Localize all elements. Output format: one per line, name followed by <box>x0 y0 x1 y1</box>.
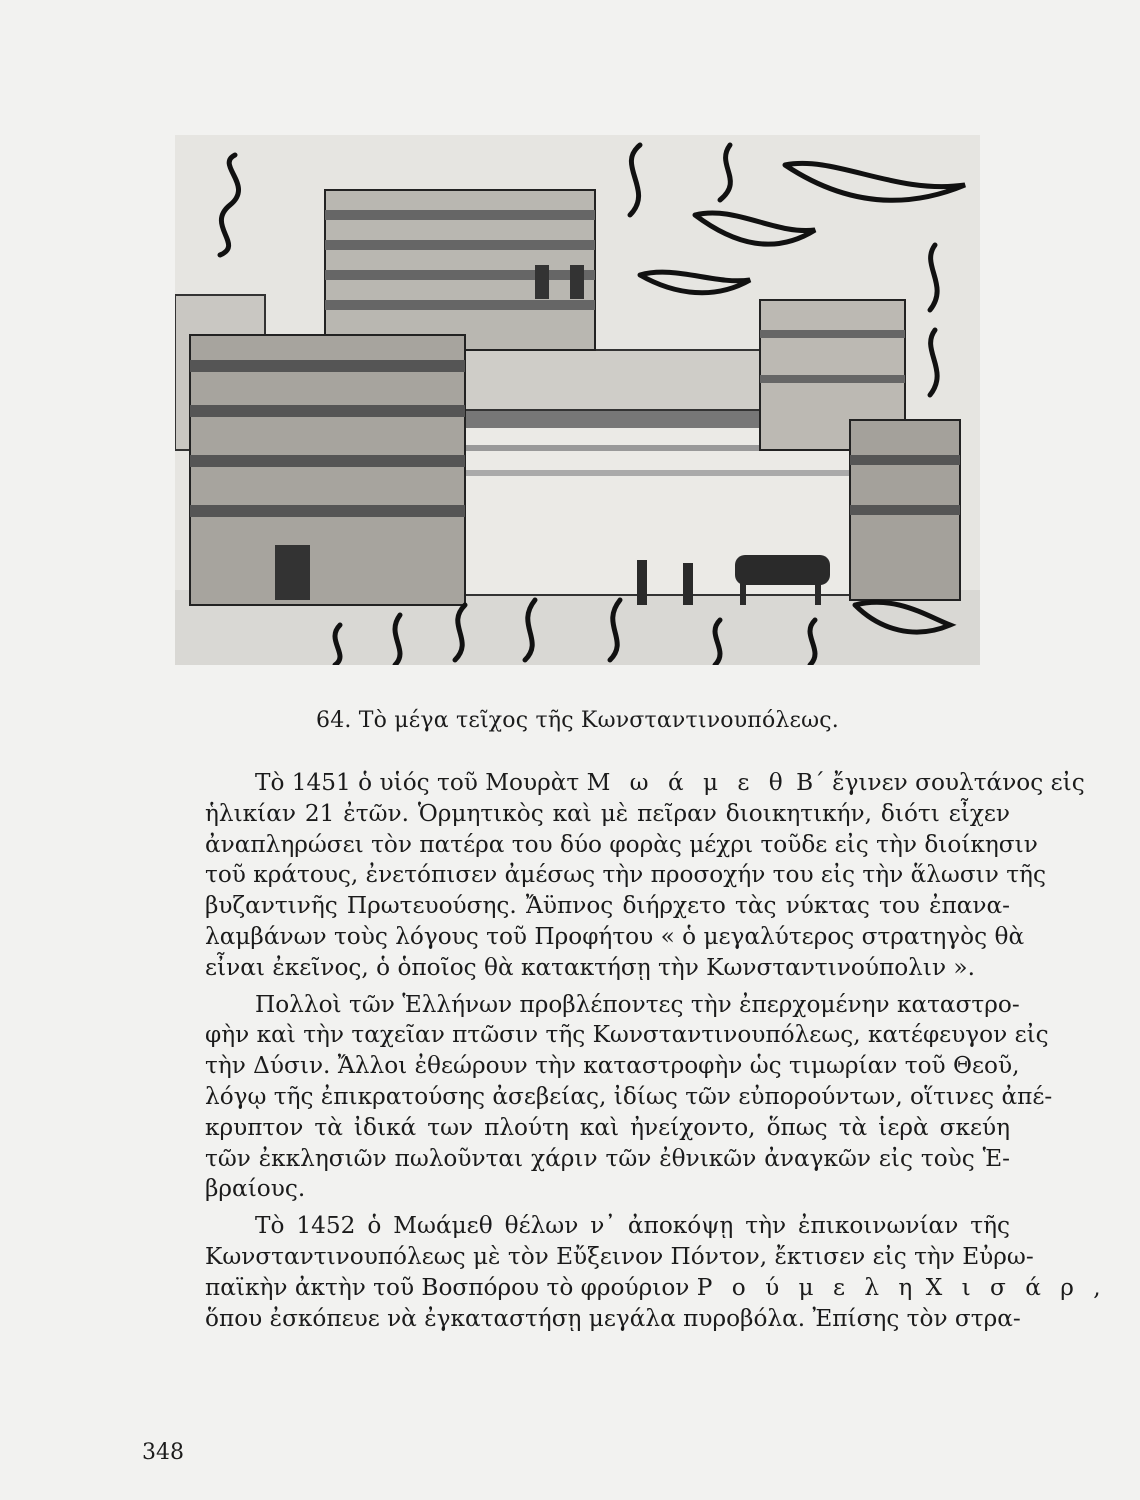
text-line: Κωνσταντινουπόλεως μὲ τὸν Εὔξεινον Πόντον, ἔκτισεν εἰς τὴν Εὐρω- <box>205 1242 1034 1270</box>
text-line: φὴν καὶ τὴν ταχεῖαν πτῶσιν τῆς Κωνσταντινουπόλεως, κατέφευγον εἰς <box>205 1021 1049 1049</box>
text-line: τοῦ κράτους, ἐνετόπισεν ἀμέσως τὴν προσοχήν του εἰς τὴν ἅλωσιν τῆς <box>205 861 1046 889</box>
text-line: παϊκὴν ἀκτὴν τοῦ Βοσπόρου τὸ φρούριον Ρ ο ύ μ ε λ η Χ ι σ ά ρ , <box>205 1273 1107 1301</box>
text-line: Τὸ 1451 ὁ υἱός τοῦ Μουρὰτ Μ ω ά μ ε θ Β΄ ἔγινεν σουλτάνος εἰς <box>255 769 1085 796</box>
front-tower <box>190 335 465 605</box>
paragraph-3 <box>205 1211 1107 1334</box>
tall-tower <box>325 190 595 350</box>
text-line: βυζαντινῆς Πρωτευούσης. Ἄϋπνος διήρχετο τὰς νύκτας του ἐπανα- <box>205 892 1010 920</box>
text-line: Τὸ 1452 ὁ Μωάμεθ θέλων ν᾽ ἀποκόψῃ τὴν ἐπικοινωνίαν τῆς <box>255 1212 1010 1240</box>
body-text <box>205 768 1107 1340</box>
text-line: εἶναι ἐκεῖνος, ὁ ὁποῖος θὰ κατακτήσῃ τὴν Κωνσταντινούπολιν ». <box>205 953 975 981</box>
text-line: τῶν ἐκκλησιῶν πωλοῦνται χάριν τῶν ἐθνικῶν ἀναγκῶν εἰς τοὺς Ἑ- <box>205 1144 1010 1172</box>
text-line: ὅπου ἐσκόπευε νὰ ἐγκαταστήσῃ μεγάλα πυροβόλα. Ἐπίσης τὸν στρα- <box>205 1304 1021 1332</box>
wall-illustration <box>175 135 980 665</box>
page-number: 348 <box>142 1440 184 1465</box>
figure-caption: 64. Τὸ μέγα τεῖχος τῆς Κωνσταντινουπόλεως. <box>316 708 839 733</box>
text-line: τὴν Δύσιν. Ἄλλοι ἐθεώρουν τὴν καταστροφὴν ὡς τιμωρίαν τοῦ Θεοῦ, <box>205 1052 1020 1080</box>
text-line: ἡλικίαν 21 ἐτῶν. Ὁρμητικὸς καὶ μὲ πεῖραν διοικητικήν, διότι εἶχεν <box>205 799 1010 827</box>
text-line: ἀναπληρώσει τὸν πατέρα του δύο φορὰς μέχρι τοῦδε εἰς τὴν διοίκησιν <box>205 830 1038 858</box>
paragraph-1 <box>205 768 1085 984</box>
text-line: Πολλοὶ τῶν Ἑλλήνων προβλέποντες τὴν ἐπερχομένην καταστρο- <box>255 990 1020 1018</box>
text-line: βραίους. <box>205 1175 306 1203</box>
text-line: κρυπτον τὰ ἰδικά των πλούτη καὶ ἠνείχοντο, ὅπως τὰ ἱερὰ σκεύη <box>205 1113 1010 1141</box>
text-line: λαμβάνων τοὺς λόγους τοῦ Προφήτου « ὁ μεγαλύτερος στρατηγὸς θὰ <box>205 922 1025 950</box>
paragraph-2 <box>205 990 1053 1206</box>
text-line: λόγῳ τῆς ἐπικρατούσης ἀσεβείας, ἰδίως τῶν εὐπορούντων, οἵτινες ἀπέ- <box>205 1082 1053 1110</box>
